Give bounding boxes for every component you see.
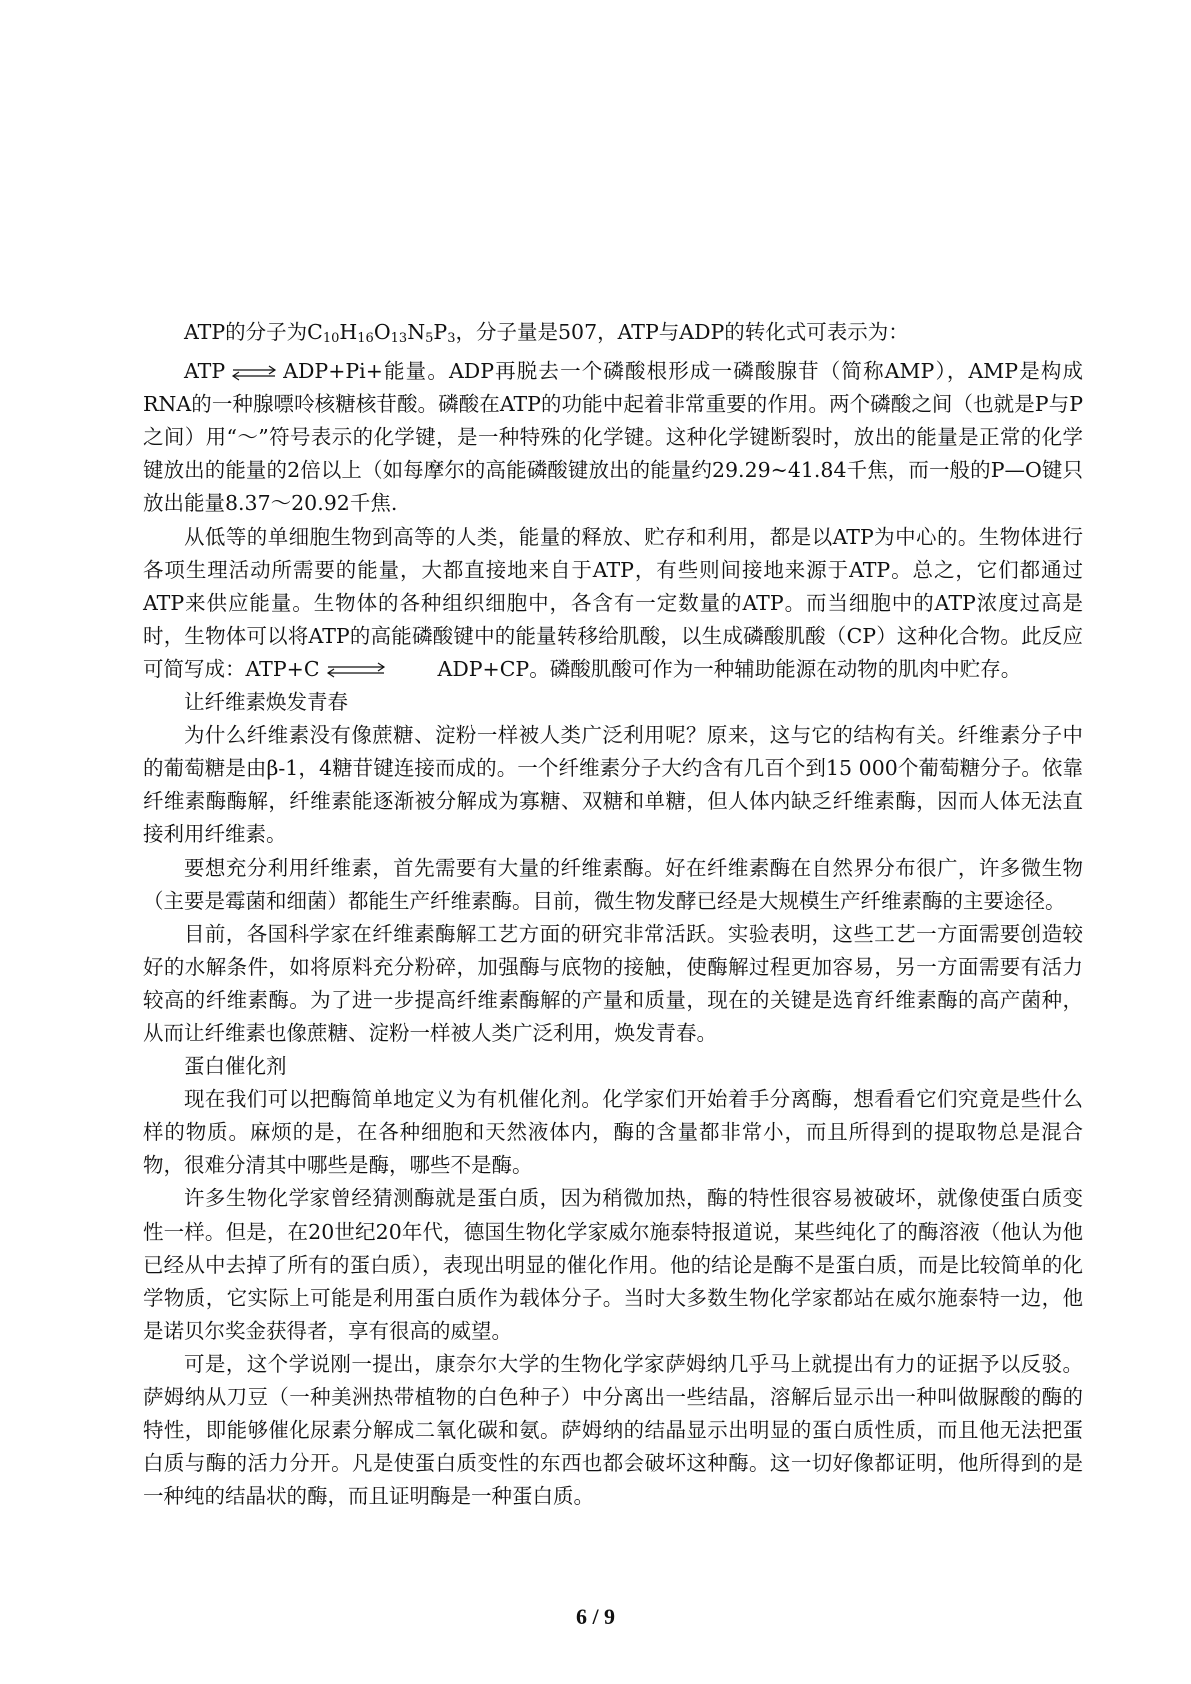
formula-element: H xyxy=(339,320,358,344)
paragraph-protein-2: 许多生物化学家曾经猜测酶就是蛋白质，因为稍微加热，酶的特性很容易被破坏，就像使蛋白质变性一样。但是，在20世纪20年代，德国生物化学家威尔施泰特报道说，某些纯化了的酶溶液（他认为他已经从中去掉了所有的蛋白质），表现出明显的催化作用。他的结论是酶不是蛋白质，而是比较简单的化学物质，它实际上可能是利用蛋白质作为载体分子。当时大多数生物化学家都站在威尔施泰特一边，他是诺贝尔奖金获得者，享有很高的威望。 xyxy=(143,1186,1083,1343)
paragraph-text: 从低等的单细胞生物到高等的人类，能量的释放、贮存和利用，都是以ATP为中心的。生物体进行各项生理活动所需要的能量，大都直接地来自于ATP，有些则间接地来源于ATP。总之，它们都通过ATP来供应能量。生物体的各种组织细胞中，各含有一定数量的ATP。而当细胞中的ATP浓度过高是时，生物体可以将ATP的高能磷酸键中的能量转移给肌酸，以生成磷酸肌酸（CP）这种化合物。此反应可简写成： xyxy=(143,524,1083,681)
equation-paragraph xyxy=(143,355,1083,520)
document-body xyxy=(143,316,1083,1513)
formula-element: O xyxy=(373,320,391,344)
section-heading-protein: 蛋白催化剂 xyxy=(184,1054,287,1079)
paragraph-protein-3: 可是，这个学说刚一提出，康奈尔大学的生物化学家萨姆纳几乎马上就提出有力的证据予以反驳。萨姆纳从刀豆（一种美洲热带植物的白色种子）中分离出一些结晶，溶解后显示出一种叫做脲酸的酶的特性，即能够催化尿素分解成二氧化碳和氨。萨姆纳的结晶显示出明显的蛋白质性质，而且他无法把蛋白质与酶的活力分开。凡是使蛋白质变性的东西也都会破坏这种酶。这一切好像都证明，他所得到的是一种纯的结晶状的酶，而且证明酶是一种蛋白质。 xyxy=(143,1351,1083,1509)
subscript: 16 xyxy=(357,331,374,346)
paragraph-cellulose-1: 为什么纤维素没有像蔗糖、淀粉一样被人类广泛利用呢？原来，这与它的结构有关。纤维素分子中的葡萄糖是由β-1，4糖苷键连接而成的。一个纤维素分子大约含有几百个到15 000个葡萄糖分子。依靠纤维素酶酶解，纤维素能逐渐被分解成为寡糖、双糖和单糖，但人体内缺乏纤维素酶，因而人体无法直接利用纤维素。 xyxy=(143,723,1083,847)
subscript: 13 xyxy=(390,331,408,346)
reversible-arrow-icon xyxy=(324,662,434,678)
section-heading-cellulose: 让纤维素焕发青春 xyxy=(184,690,348,715)
subscript: 10 xyxy=(322,331,340,346)
paragraph-cellulose-3: 目前，各国科学家在纤维素酶解工艺方面的研究非常活跃。实验表明，这些工艺一方面需要创造较好的水解条件，如将原料充分粉碎，加强酶与底物的接触，使酶解过程更加容易，另一方面需要有活力较高的纤维素酶。为了进一步提高纤维素酶解的产量和质量，现在的关键是选育纤维素酶的高产菌种，从而让纤维素也像蔗糖、淀粉一样被人类广泛利用，焕发青春。 xyxy=(143,921,1083,1045)
formula-paragraph xyxy=(143,316,1083,355)
reaction-right: ADP+CP。磷酸肌酸可作为一种辅助能源在动物的肌肉中贮存。 xyxy=(437,656,1022,681)
subscript: 5 xyxy=(425,331,434,346)
formula-element: P xyxy=(433,320,448,344)
reversible-arrow-icon xyxy=(229,365,279,381)
equation-right: ADP+Pi+能量。ADP再脱去一个磷酸根形成一磷酸腺苷（简称AMP），AMP是构成RNA的一种腺嘌呤核糖核苷酸。磷酸在ATP的功能中起着非常重要的作用。两个磷酸之间（也就是P与P之间）用“～”符号表示的化学键，是一种特殊的化学键。这种化学键断裂时，放出的能量是正常的化学键放出的能量的2倍以上（如每摩尔的高能磷酸键放出的能量约29.29~41.84千焦，而一般的P—O键只放出能量8.37～20.92千焦. xyxy=(143,359,1083,516)
reaction-left: ATP+C xyxy=(245,656,320,681)
formula-text: ATP的分子为C xyxy=(184,320,323,344)
paragraph-cellulose-2: 要想充分利用纤维素，首先需要有大量的纤维素酶。好在纤维素酶在自然界分布很广，许多微生物（主要是霉菌和细菌）都能生产纤维素酶。目前，微生物发酵已经是大规模生产纤维素酶的主要途径。 xyxy=(143,855,1083,913)
page-number: 6 / 9 xyxy=(575,1604,616,1629)
paragraph-protein-1: 现在我们可以把酶简单地定义为有机催化剂。化学家们开始着手分离酶，想看看它们究竟是些什么样的物质。麻烦的是，在各种细胞和天然液体内，酶的含量都非常小，而且所得到的提取物总是混合物，很难分清其中哪些是酶，哪些不是酶。 xyxy=(143,1087,1083,1178)
formula-text: ，分子量是507，ATP与ADP的转化式可表示为： xyxy=(455,320,909,344)
formula-element: N xyxy=(407,320,426,344)
equation-left: ATP xyxy=(184,359,226,384)
paragraph-atp-center xyxy=(143,521,1083,686)
subscript: 3 xyxy=(447,331,456,346)
